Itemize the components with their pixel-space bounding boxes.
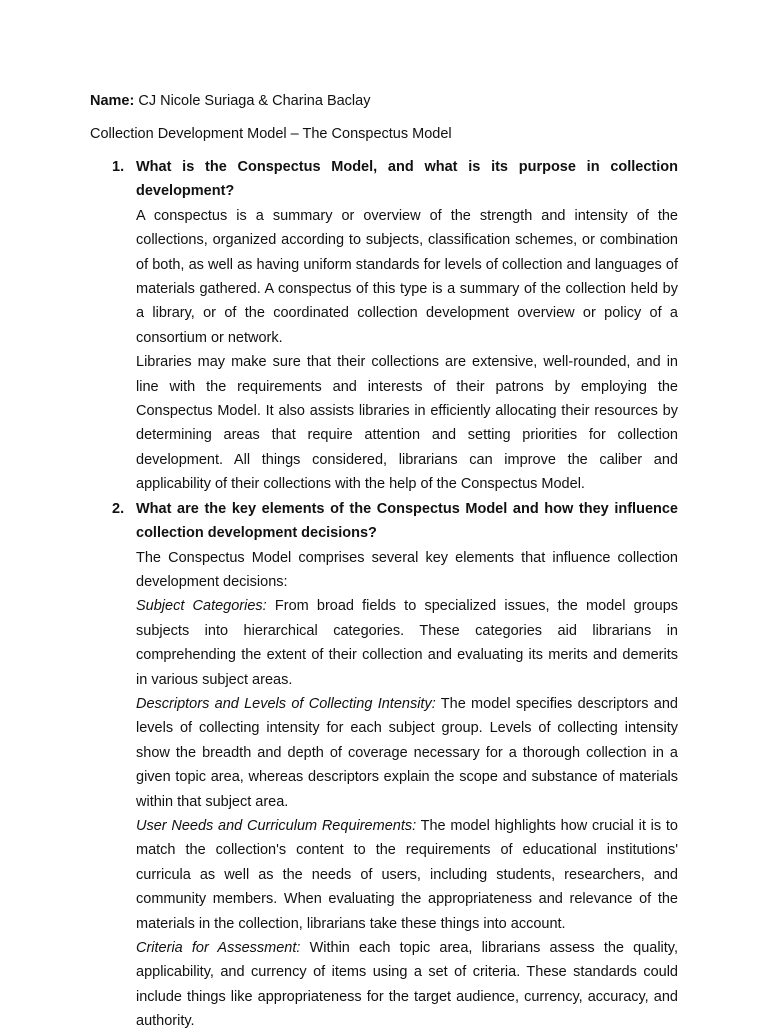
name-value: CJ Nicole Suriaga & Charina Baclay [134,93,371,109]
question-heading: What is the Conspectus Model, and what is its purpose in collection development? [136,159,678,200]
element-text: The model highlights how crucial it is to match the collection's content to the requirements of educational institutions' curricula as well as the needs of users, including students, researchers, and community members. When evaluating the appropriateness and relevance of the materials in the collection, librarians take these things into account. [136,817,678,932]
answer-text: Libraries may make sure that their collections are extensive, well-rounded, and in line with the requirements and interests of their patrons by employing the Conspectus Model. It also assists libraries in efficiently allocating their resources by determining areas that require attention and setting priorities for collection development. All things considered, librarians can improve the caliber and applicability of their collections with the help of the Conspectus Model. [136,354,678,493]
element-text: Within each topic area, librarians assess the quality, applicability, and currency of items using a set of criteria. These standards could include things like appropriateness for the target audience, currency, accuracy, and authority. [136,940,678,1030]
question-number: 2. [112,500,125,517]
question-heading: What are the key elements of the Conspectus Model and how they influence collection development decisions? [136,500,678,542]
element-label: User Needs and Curriculum Requirements: [136,817,417,834]
question-item-1 [90,155,678,497]
question-number: 1. [112,159,125,175]
element-label: Criteria for Assessment: [136,940,301,956]
author-line [90,89,678,113]
question-list [90,155,678,1034]
answer-paragraph [136,594,678,692]
question-item-2 [90,497,678,1034]
answer-paragraph [136,350,678,496]
element-text: The model specifies descriptors and levels of collecting intensity for each subject group. Levels of collecting intensity show the breadth and depth of coverage necessary for a thorough collection in a given topic area, whereas descriptors explain the scope and substance of materials within that subject area. [136,695,678,810]
element-text: From broad fields to specialized issues, the model groups subjects into hierarchical categories. These categories aid librarians in comprehending the extent of their collection and evaluating its merits and demerits in various subject areas. [136,598,679,688]
answer-paragraph [136,814,678,936]
element-label: Descriptors and Levels of Collecting Intensity: [136,695,436,712]
answer-text: The Conspectus Model comprises several key elements that influence collection development decisions: [136,549,678,590]
document-title: Collection Development Model – The Conspectus Model [90,126,452,142]
answer-text: A conspectus is a summary or overview of the strength and intensity of the collections, organized according to subjects, classification schemes, or combination of both, as well as having uniform standards for levels of collection and languages of materials gathered. A conspectus of this type is a summary of the collection held by a library, or of the coordinated collection development overview or policy of a consortium or network. [136,207,678,346]
name-label: Name: [90,93,135,109]
answer-paragraph [136,692,678,814]
answer-paragraph [136,936,678,1034]
element-label: Subject Categories: [136,598,267,615]
answer-paragraph [136,546,678,595]
answer-paragraph [136,204,678,350]
